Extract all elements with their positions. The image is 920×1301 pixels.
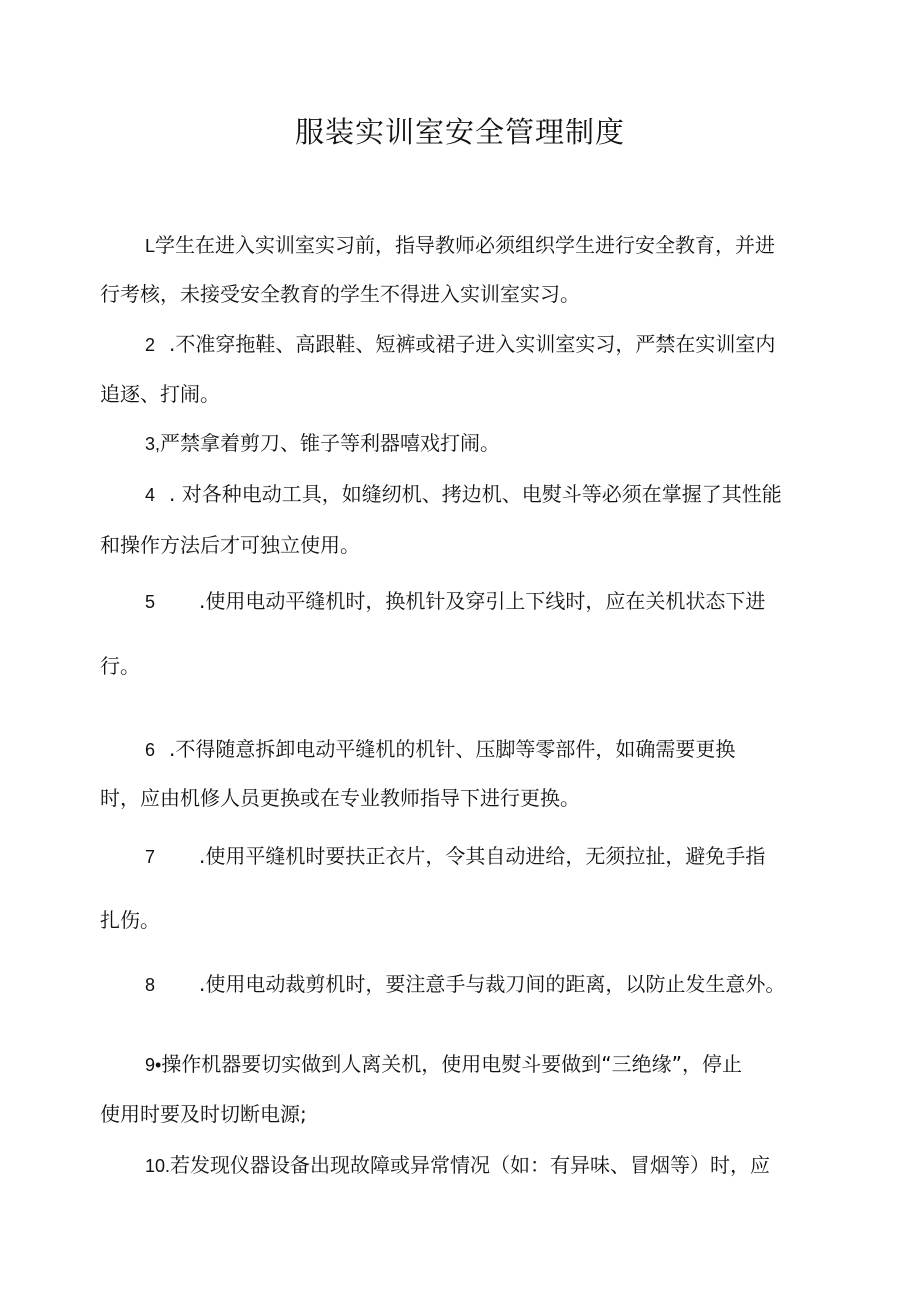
item-8-text: .使用电动裁剪机时，要注意手与裁刀间的距离，以防止发生意外。 xyxy=(199,972,786,996)
item-4-line-1 xyxy=(145,484,782,504)
item-5-text: .使用电动平缝机时，换机针及穿引上下线时，应在关机状态下进 xyxy=(199,589,766,613)
item-2-line-1 xyxy=(145,334,775,354)
item-5-line-2: 行。 xyxy=(100,654,140,678)
item-1-text: 学生在进入实训室实习前，指导教师必须组织学生进行安全教育，并进 xyxy=(155,233,776,257)
item-9-line-2: 使用时要及时切断电源; xyxy=(100,1102,307,1126)
item-9-line-1 xyxy=(145,1054,742,1074)
document-title: 服装实训室安全管理制度 xyxy=(294,115,625,149)
item-8-line-1 xyxy=(145,974,785,994)
item-5-number: 5 xyxy=(145,592,156,612)
item-6-line-1 xyxy=(145,739,735,759)
item-7-line-2: 扎伤。 xyxy=(100,908,160,932)
item-9-text: 操作机器要切实做到人离关机，使用电熨斗要做到“三绝缘”，停止 xyxy=(161,1052,743,1076)
item-6-number: 6 xyxy=(145,740,156,760)
item-3-line-1 xyxy=(145,433,500,453)
item-6-text: .不得随意拆卸电动平缝机的机针、压脚等零部件，如确需要更换 xyxy=(169,737,736,761)
item-3-number: 3, xyxy=(145,434,161,454)
item-4-number: 4 xyxy=(145,485,156,505)
item-3-text: 严禁拿着剪刀、锥子等利器嘻戏打闹。 xyxy=(160,431,501,455)
item-1-number: L xyxy=(145,236,156,256)
item-10-line-1 xyxy=(145,1155,770,1175)
item-5-line-1 xyxy=(145,591,765,611)
item-1-line-1 xyxy=(145,235,775,255)
item-4-text: . 对各种电动工具，如缝纫机、拷边机、电熨斗等必须在掌握了其性能 xyxy=(169,482,782,506)
item-2-number: 2 xyxy=(145,335,156,355)
item-6-line-2: 时，应由机修人员更换或在专业教师指导下进行更换。 xyxy=(100,786,580,810)
item-2-text: .不准穿拖鞋、高跟鞋、短裤或裙子进入实训室实习，严禁在实训室内 xyxy=(169,332,776,356)
item-10-number: 10. xyxy=(145,1156,171,1176)
item-10-text: 若发现仪器设备出现故障或异常情况（如：有异味、冒烟等）时，应 xyxy=(170,1153,771,1177)
item-7-text: .使用平缝机时要扶正衣片，令其自动进给，无须拉扯，避免手指 xyxy=(199,844,766,868)
item-1-line-2: 行考核，未接受安全教育的学生不得进入实训室实习。 xyxy=(100,282,580,306)
item-9-number: 9• xyxy=(145,1055,162,1075)
item-4-line-2: 和操作方法后才可独立使用。 xyxy=(100,533,360,557)
item-8-number: 8 xyxy=(145,975,156,995)
item-2-line-2: 追逐、打闹。 xyxy=(100,382,220,406)
item-7-line-1 xyxy=(145,846,765,866)
item-7-number: 7 xyxy=(145,847,156,867)
